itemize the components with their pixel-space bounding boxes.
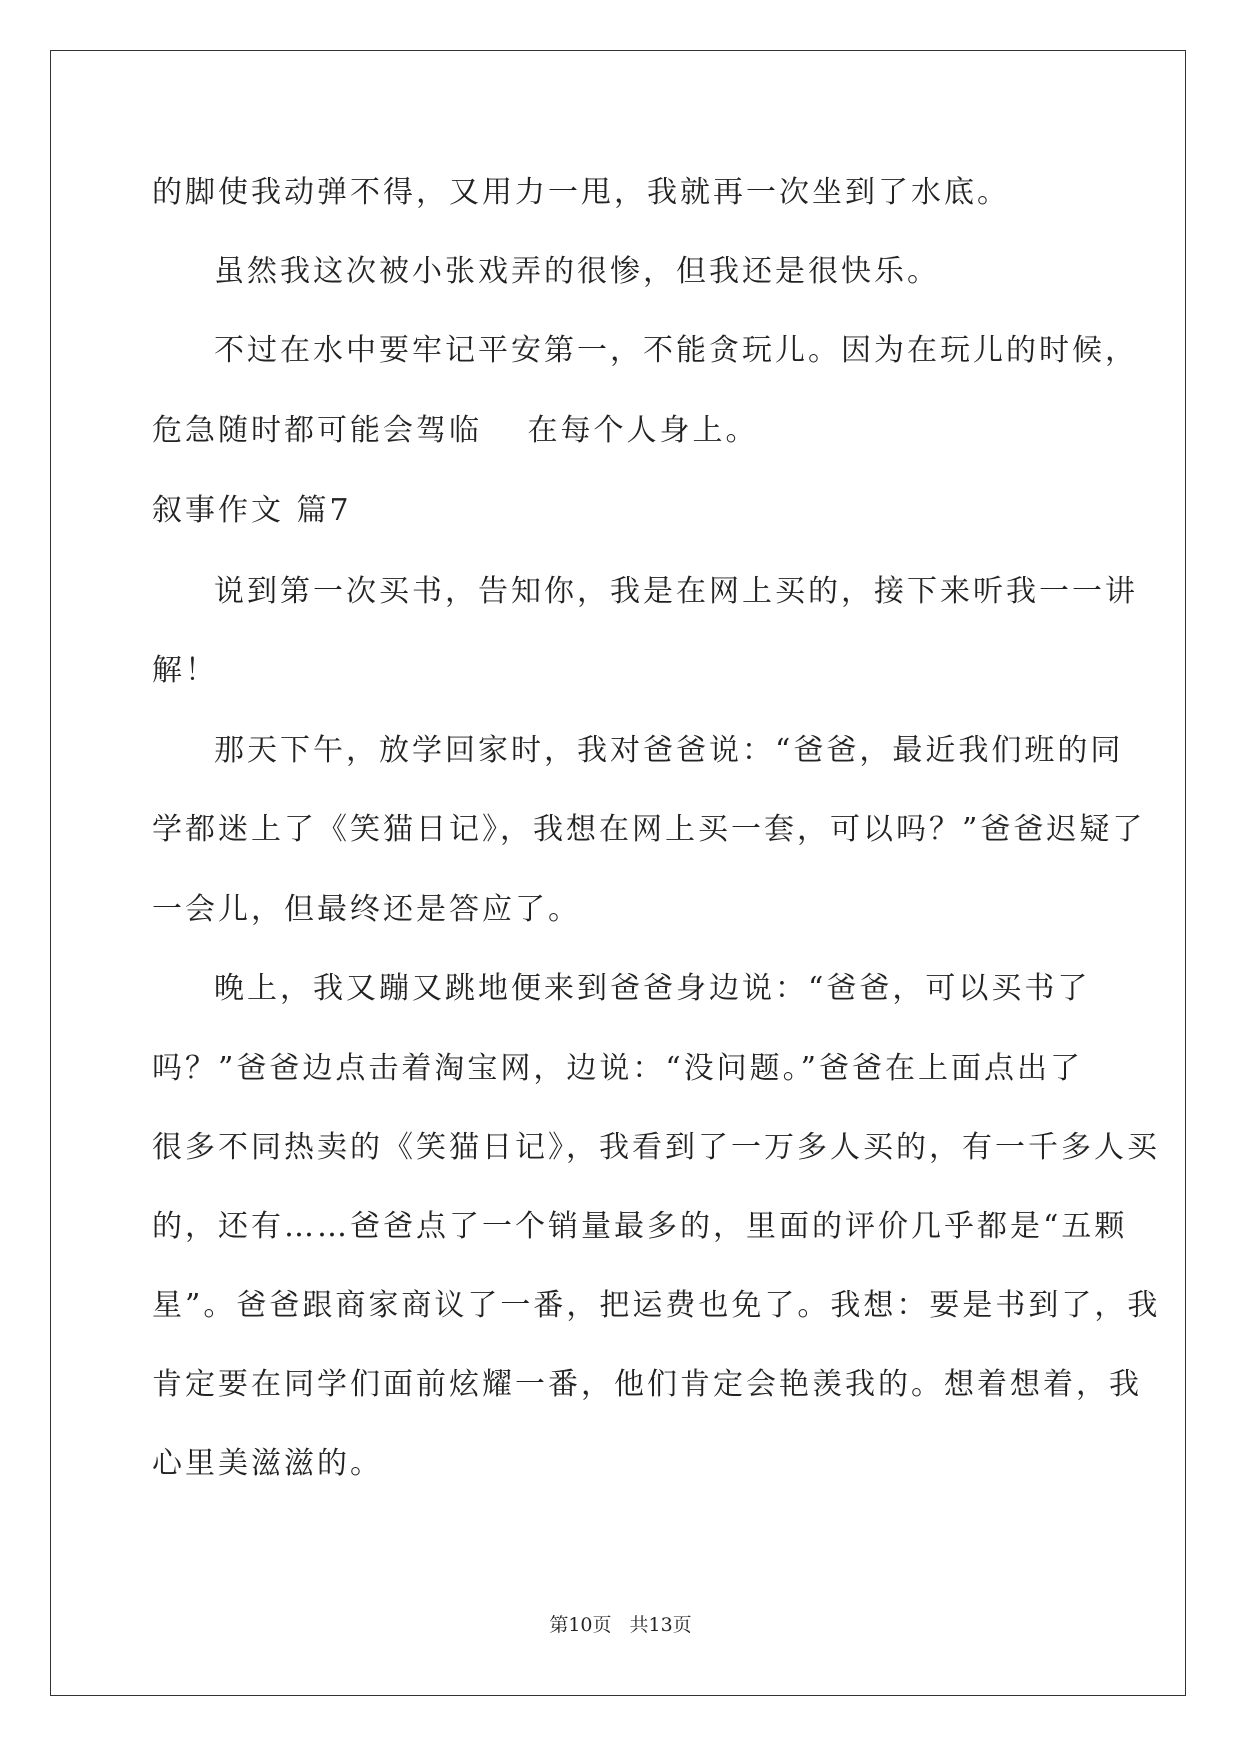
text-line: 解！ bbox=[152, 653, 218, 688]
page-footer bbox=[0, 1616, 1241, 1635]
text-line: 危急随时都可能会驾临 在每个人身上。 bbox=[152, 413, 759, 448]
text-line: 学都迷上了《笑猫日记》，我想在网上买一套，可以吗？”爸爸迟疑了 bbox=[152, 812, 1146, 847]
section-heading: 叙事作文 篇7 bbox=[152, 493, 352, 528]
paragraph-line: 虽然我这次被小张戏弄的很惨，但我还是很快乐。 bbox=[214, 254, 940, 289]
current-page-number: 第10页 bbox=[549, 1614, 612, 1636]
text-line: 星”。爸爸跟商家商议了一番，把运费也免了。我想：要是书到了，我 bbox=[152, 1288, 1161, 1323]
paragraph-line: 那天下午，放学回家时，我对爸爸说：“爸爸，最近我们班的同 bbox=[214, 733, 1124, 768]
text-line: 心里美滋滋的。 bbox=[152, 1446, 383, 1481]
text-line: 吗？”爸爸边点击着淘宝网，边说：“没问题。”爸爸在上面点出了 bbox=[152, 1051, 1084, 1086]
paragraph-line: 晚上，我又蹦又跳地便来到爸爸身边说：“爸爸，可以买书了 bbox=[214, 971, 1091, 1006]
total-page-count: 共13页 bbox=[629, 1614, 692, 1636]
text-line: 一会儿，但最终还是答应了。 bbox=[152, 892, 581, 927]
text-line: 的脚使我动弹不得，又用力一甩，我就再一次坐到了水底。 bbox=[152, 175, 1010, 210]
text-line: 肯定要在同学们面前炫耀一番，他们肯定会艳羡我的。想着想着，我 bbox=[152, 1367, 1142, 1402]
text-line: 的，还有……爸爸点了一个销量最多的，里面的评价几乎都是“五颗 bbox=[152, 1209, 1128, 1244]
text-line: 很多不同热卖的《笑猫日记》，我看到了一万多人买的，有一千多人买 bbox=[152, 1130, 1160, 1165]
paragraph-line: 不过在水中要牢记平安第一，不能贪玩儿。因为在玩儿的时候， bbox=[214, 333, 1138, 368]
paragraph-line: 说到第一次买书，告知你，我是在网上买的，接下来听我一一讲 bbox=[214, 574, 1138, 609]
